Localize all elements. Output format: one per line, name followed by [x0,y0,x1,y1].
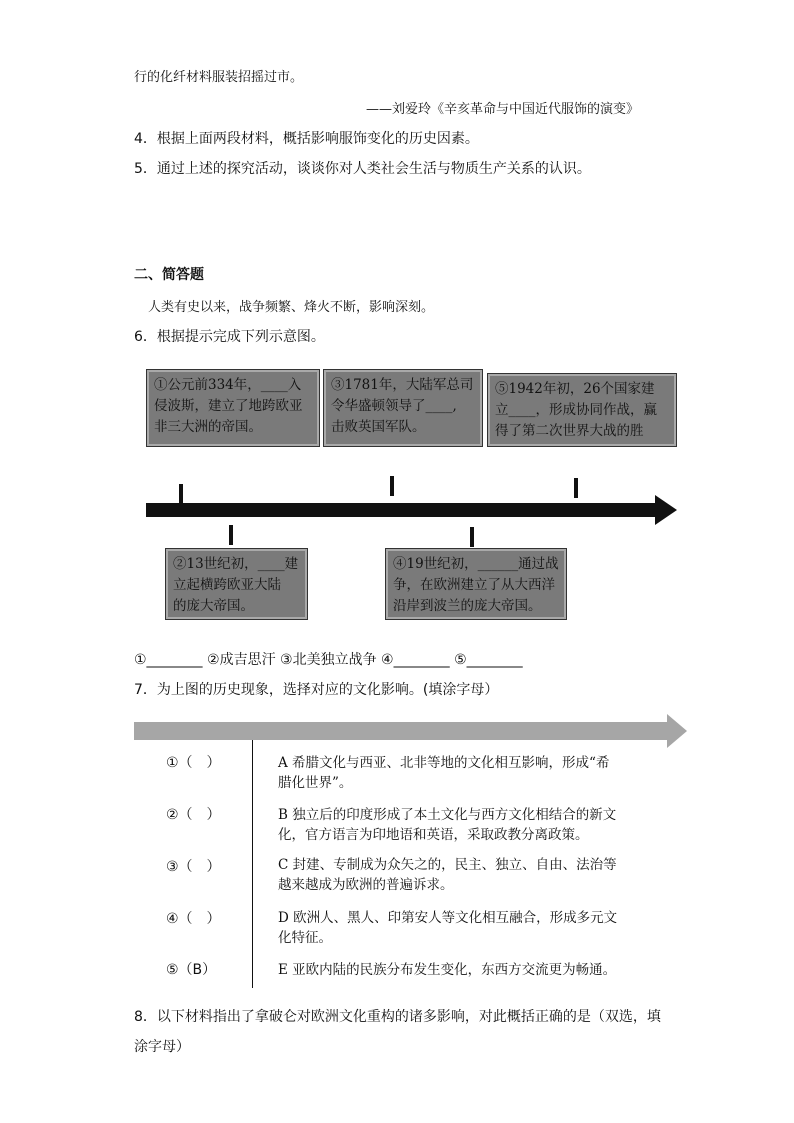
option-c [278,855,658,895]
answer-2: ②成吉思汗 [207,652,276,668]
match-label-1: ①（ ） [166,755,221,771]
match-label-4: ④（ ） [166,911,221,927]
option-b [278,805,658,845]
box5-line1: ⑤1942年初，26个国家建 [495,381,655,397]
question-6: 6．根据提示完成下列示意图。 [134,329,325,345]
box2-line1: ②13世纪初，____建 [173,556,299,572]
timeline-box-4 [385,548,567,620]
option-e [278,960,658,980]
match-label-5: ⑤（B） [166,962,217,978]
match-label-3: ③（ ） [166,859,221,875]
timeline-box-1 [146,369,320,447]
box4-line2: 争，在欧洲建立了从大西洋 [393,577,555,593]
question-8-line2: 涂字母） [134,1039,190,1055]
option-c-line2: 越来越成为欧洲的普遍诉求。 [278,877,454,893]
box2-line2: 立起横跨欧亚大陆 [173,577,281,593]
box1-line3: 非三大洲的帝国。 [154,419,262,435]
box3-line2: 令华盛顿领导了____, [331,398,457,414]
tick-2 [229,525,233,545]
box1-line2: 侵波斯，建立了地跨欧亚 [154,398,303,414]
tick-4 [470,527,474,547]
tick-3 [390,476,394,496]
option-b-line2: 化，官方语言为印地语和英语，采取政教分离政策。 [278,827,589,843]
question-5: 5．通过上述的探究活动，谈谈你对人类社会生活与物质生产关系的认识。 [134,161,591,177]
answer-4: ④________ [381,652,450,668]
box4-line3: 沿岸到波兰的庞大帝国。 [393,598,542,614]
timeline-box-3 [323,369,483,447]
tick-1 [179,484,183,504]
answer-line [134,650,523,670]
box2-line3: 的庞大帝国。 [173,598,254,614]
match-label-2: ②（ ） [166,807,221,823]
section-title: 二、简答题 [134,267,204,283]
continuation-line: 行的化纤材料服装招摇过市。 [134,70,304,85]
option-b-line1: B 独立后的印度形成了本土文化与西方文化相结合的新文 [278,807,617,823]
box4-line1: ④19世纪初，______通过战 [393,556,559,572]
box3-line3: 击败英国军队。 [331,419,426,435]
section-intro: 人类有史以来，战争频繁、烽火不断，影响深刻。 [148,300,435,315]
box5-line3: 得了第二次世界大战的胜 [495,423,644,439]
timeline-box-5 [487,373,677,447]
timeline-shaft [146,503,656,517]
question-8-line1: 8．以下材料指出了拿破仑对欧洲文化重构的诸多影响，对此概括正确的是（双选，填 [134,1009,661,1025]
option-d-line1: D 欧洲人、黑人、印第安人等文化相互融合，形成多元文 [278,910,618,926]
answer-1: ①________ [134,652,203,668]
box1-line1: ①公元前334年，____入 [154,377,302,393]
box5-line2: 立____，形成协同作战，赢 [495,402,657,418]
answer-5: ⑤________ [454,652,523,668]
question-8 [134,1002,661,1062]
option-a-line2: 腊化世界”。 [278,775,353,791]
matching-divider [252,740,253,988]
timeline-arrowhead-icon [655,495,677,525]
option-a-line1: A 希腊文化与西亚、北非等地的文化相互影响，形成“希 [278,755,610,771]
box3-line1: ③1781年，大陆军总司 [331,377,474,393]
answer-3: ③北美独立战争 [280,652,377,668]
gray-arrowhead-icon [667,714,687,748]
option-d [278,908,658,948]
option-e-line1: E 亚欧内陆的民族分布发生变化，东西方交流更为畅通。 [278,962,617,978]
option-a [278,753,658,793]
question-4: 4．根据上面两段材料，概括影响服饰变化的历史因素。 [134,131,479,147]
tick-5 [574,478,578,498]
option-c-line1: C 封建、专制成为众矢之的，民主、独立、自由、法治等 [278,857,617,873]
option-d-line2: 化特征。 [278,930,332,946]
source-citation: ——刘爱玲《辛亥革命与中国近代服饰的演变》 [366,102,640,117]
timeline-box-2 [165,548,308,620]
gray-arrow-shaft [134,722,668,740]
question-7: 7．为上图的历史现象，选择对应的文化影响。(填涂字母） [134,682,499,698]
